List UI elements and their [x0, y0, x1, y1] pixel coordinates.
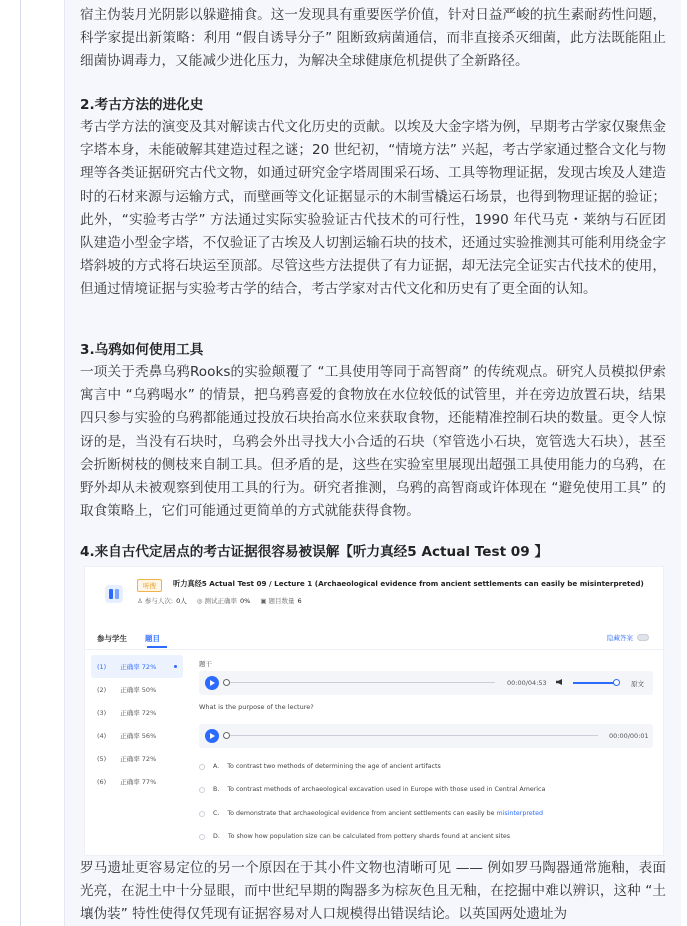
section-heading: 4.来自古代定居点的考古证据很容易被误解【听力真经5 Actual Test 09 】 — [80, 544, 549, 560]
option-b[interactable]: B. To contrast methods of archaeological excavation used in Europe with those used in Central America — [199, 786, 545, 793]
volume-icon[interactable] — [556, 679, 562, 685]
radio-icon[interactable] — [199, 764, 205, 770]
question-item[interactable]: (2) 正确率 50% — [97, 685, 157, 694]
section-body: 考古学方法的演变及其对解读古代文化历史的贡献。以埃及大金字塔为例，早期考古学家仅聚焦金字塔本身，未能破解其建造过程之谜；20 世纪初，“情境方法” 兴起，考古学家通过整合文化与物理等各类证据研究古代文物，如通过研究金字塔周围采石场、工具等物理证据，发现古埃及人建造时的石材来源与运输方式，而壁画等文化证据显示的木制雪橇运石场景，也得到物理证据的验证；此外，“实验考古学” 方法通过实际实验验证古代技术的可行性，1990 年代马克・莱纳与石匠团队建造小型金字塔，不仅验证了古埃及人切割运输石块的技术，还通过实验推测其可能利用绕金字塔斜坡的方式将石块运至顶部。尽管这些方法提供了有力证据，却无法完全证实古代技术的使用，但通过情境证据与实验考古学的结合，考古学家对古代文化和历史有了更全面的认知。 — [80, 119, 666, 298]
stem-label: 题干 — [199, 660, 212, 668]
question-item[interactable]: (1) 正确率 72% — [91, 655, 183, 678]
question-item[interactable]: (5) 正确率 72% — [97, 754, 157, 763]
section-heading: 3.乌鸦如何使用工具 — [80, 342, 204, 358]
section-4 — [80, 541, 666, 563]
volume-slider[interactable] — [573, 682, 615, 684]
tab-questions[interactable]: 题目 — [145, 634, 160, 643]
question-item[interactable]: (3) 正确率 72% — [97, 708, 157, 717]
stats-row — [137, 596, 302, 605]
outro-paragraph: 罗马遗址更容易定位的另一个原因在于其小件文物也清晰可见 —— 例如罗马陶器通常施釉，表面光亮，在泥土中十分显眼，而中世纪早期的陶器多为棕灰色且无釉，在挖掘中难以辨识，这种 “土壤伪装” 特性使得仅凭现有证据容易对人口规模得出错误结论。以英国两处遗址为 — [80, 860, 666, 923]
toggle-switch[interactable] — [637, 634, 649, 641]
question-item[interactable]: (6) 正确率 77% — [97, 777, 157, 786]
question-item[interactable]: (4) 正确率 56% — [97, 731, 157, 740]
audio-time: 00:00/04:53 — [507, 679, 547, 687]
section-heading: 2.考古方法的进化史 — [80, 97, 204, 113]
accuracy-stat: ◎ 测试正确率 0% — [196, 597, 251, 605]
embedded-screenshot — [84, 566, 664, 856]
count-stat: ▣ 题目数量 6 — [260, 597, 302, 605]
progress-knob[interactable] — [223, 732, 230, 739]
intro-paragraph: 宿主伪装月光阴影以躲避捕食。这一发现具有重要医学价值，针对日益严峻的抗生素耐药性问题，科学家提出新策略：利用 “假自诱导分子” 阻断致病菌通信，而非直接杀灭细菌，此方法既能阻止细菌协调毒力，又能减少进化压力，为解决全球健康危机提供了全新路径。 — [80, 7, 666, 70]
divider — [85, 649, 663, 650]
play-icon[interactable] — [205, 729, 219, 743]
progress-track[interactable] — [230, 682, 495, 683]
option-d[interactable]: D. To show how population size can be calculated from pottery shards found at ancient sites — [199, 833, 510, 840]
audio-player-lecture — [199, 671, 653, 695]
option-a[interactable]: A. To contrast two methods of determining the age of ancient artifacts — [199, 763, 441, 770]
type-badge: 听搜 — [137, 579, 162, 592]
active-dot — [174, 665, 177, 668]
radio-icon[interactable] — [199, 787, 205, 793]
question-text: What is the purpose of the lecture? — [199, 703, 314, 711]
radio-icon[interactable] — [199, 834, 205, 840]
progress-track[interactable] — [230, 735, 598, 736]
tab-students[interactable]: 参与学生 — [97, 634, 127, 643]
left-rail — [20, 0, 21, 926]
participants-stat: ♙ 参与人次: 0人 — [137, 597, 187, 605]
play-icon[interactable] — [205, 676, 219, 690]
audio-player-question — [199, 724, 653, 748]
section-2 — [80, 94, 666, 302]
tab-bar — [97, 633, 160, 644]
active-tab-indicator — [147, 646, 167, 648]
radio-icon[interactable] — [199, 811, 205, 817]
question-list — [91, 655, 183, 793]
section-body: 一项关于秃鼻乌鸦Rooks的实验颠覆了 “工具使用等同于高智商” 的传统观点。研究人员模拟伊索寓言中 “乌鸦喝水” 的情景，把乌鸦喜爱的食物放在水位较低的试管里，并在旁边放置石块，结果四只参与实验的乌鸦都能通过投放石块抬高水位来获取食物，还能精准控制石块的数量。更令人惊讶的是，当没有石块时，乌鸦会外出寻找大小合适的石块（窄管选小石块，宽管选大石块），甚至会折断树枝的侧枝来自制工具。但矛盾的是，这些在实验室里展现出超强工具使用能力的乌鸦，在野外却从未被观察到使用工具的行为。研究者推测，乌鸦的高智商或许体现在 “避免使用工具” 的取食策略上，它们可能通过更简单的方式就能获得食物。 — [80, 364, 666, 520]
transcript-link[interactable]: 原文 — [631, 680, 644, 688]
section-3 — [80, 339, 666, 523]
hide-answer-toggle[interactable]: 隐藏答案 — [607, 633, 649, 642]
option-c[interactable]: C. To demonstrate that archaeological evidence from ancient settlements can easily be misinterpreted — [199, 810, 543, 817]
volume-knob[interactable] — [613, 679, 620, 686]
lecture-title: 听力真经5 Actual Test 09 / Lecture 1 (Archaeological evidence from ancient settlements can easily be misinterpreted) — [173, 579, 644, 588]
audio-time: 00:00/00:01 — [609, 732, 649, 740]
progress-knob[interactable] — [223, 679, 230, 686]
book-icon — [105, 585, 123, 603]
